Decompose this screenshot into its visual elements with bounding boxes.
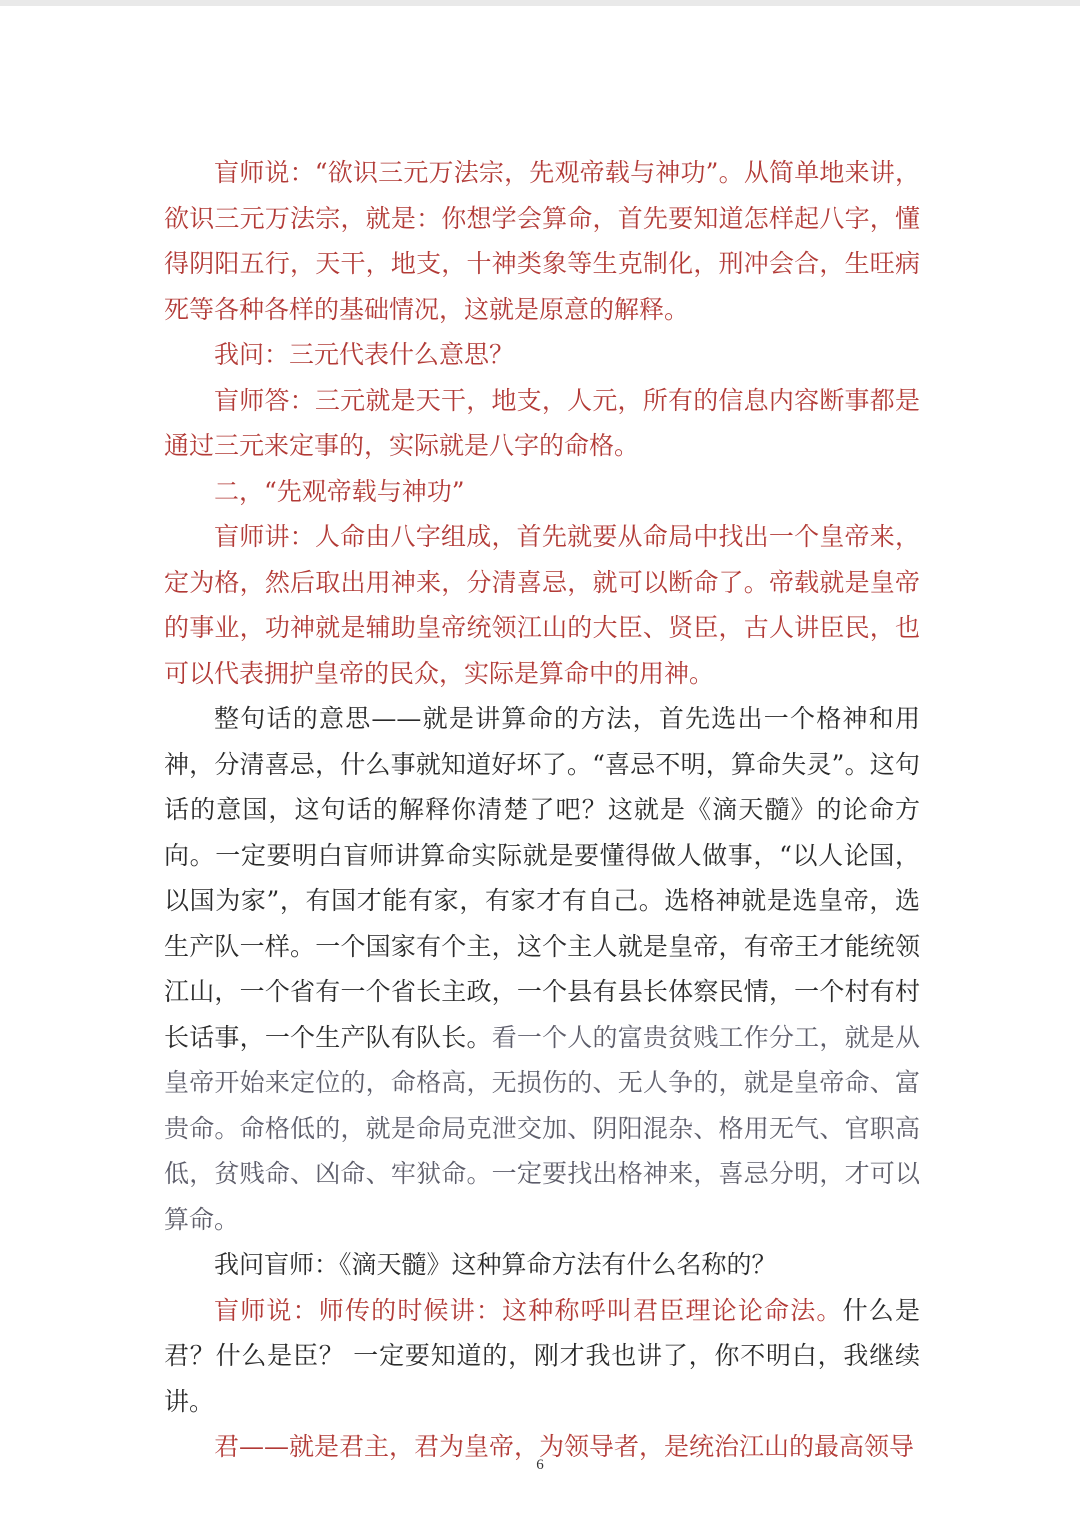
- section-heading: [164, 469, 920, 515]
- scan-top-edge: [0, 0, 1080, 6]
- paragraph: [164, 332, 920, 378]
- page-number: 6: [536, 1457, 544, 1473]
- paragraph: [164, 1288, 920, 1425]
- text-span: 整句话的意思——就是讲算命的方法，首先选出一个格神和用神，分清喜忌，什么事就知道好坏了。“喜忌不明，算命失灵”。这句话的意国，这句话的解释你清楚了吧？这就是《滴天髓》的论命方向。一定要明白盲师讲算命实际就是要懂得做人做事，“以人论国，以国为家”，有国才能有家，有家才有自己。选格神就是选皇帝，选生产队一样。一个国家有个主，这个主人就是皇帝，有帝王才能统领江山，一个省有一个省长主政，一个县有县长体察民情，一个村有村长话事，一个生产队有队长。: [164, 704, 920, 1052]
- body-text: [164, 150, 920, 1470]
- paragraph: [164, 514, 920, 696]
- text-span: 君——就是君主，君为皇帝，为领导者，是统治江山的最高领导: [214, 1432, 915, 1461]
- text-span: 盲师说：“欲识三元万法宗，先观帝载与神功”。从简单地来讲，欲识三元万法宗，就是：你想学会算命，首先要知道怎样起八字，懂得阴阳五行，天干，地支，十神类象等生克制化，刑冲会合，生旺病死等各种各样的基础情况，这就是原意的解释。: [164, 158, 920, 324]
- text-span: 什么是君？什么是臣？ 一定要知道的，刚才我也讲了，你不明白，我继续讲。: [164, 1295, 920, 1416]
- text-span: 盲师讲：人命由八字组成，首先就要从命局中找出一个皇帝来，定为格，然后取出用神来，分清喜忌，就可以断命了。帝载就是皇帝的事业，功神就是辅助皇帝统领江山的大臣、贤臣，古人讲臣民，也可以代表拥护皇帝的民众，实际是算命中的用神。: [164, 522, 920, 688]
- paragraph: [164, 696, 920, 1242]
- paragraph: [164, 1242, 920, 1288]
- text-span: 盲师说：师传的时候讲：这种称呼叫君臣理论论命法。: [214, 1295, 843, 1325]
- text-span: 看一个人的富贵贫贱工作分工，就是从皇帝开始来定位的，命格高，无损伤的、无人争的，就是皇帝命、富贵命。命格低的，就是命局克泄交加、阴阳混杂、格用无气、官职高低，贫贱命、凶命、牢狱命。一定要找出格神来，喜忌分明，才可以算命。: [164, 1022, 920, 1234]
- paragraph: [164, 150, 920, 332]
- text-span: 二，“先观帝载与神功”: [214, 476, 465, 506]
- text-span: 我问盲师：《滴天髓》这种算命方法有什么名称的？: [214, 1250, 777, 1279]
- paragraph: [164, 378, 920, 469]
- text-span: 我问：三元代表什么意思？: [214, 340, 515, 369]
- text-span: 盲师答：三元就是天干，地支，人元，所有的信息内容断事都是通过三元来定事的，实际就是八字的命格。: [164, 385, 920, 460]
